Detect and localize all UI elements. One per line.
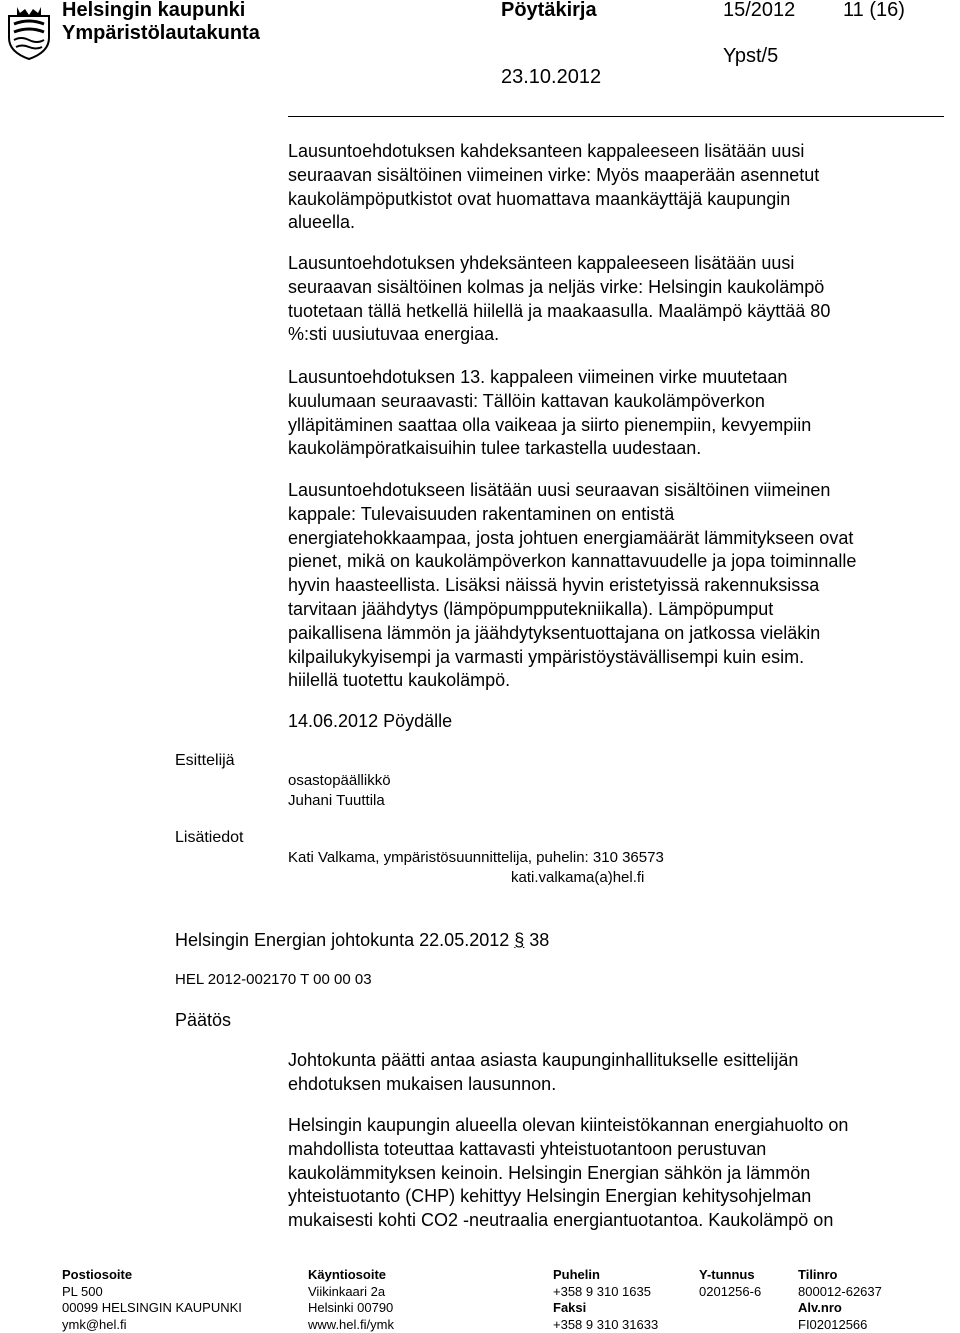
text-line: hiilellä tuotettu kaukolämpö. xyxy=(288,669,948,693)
presenter-title: osastopäällikkö xyxy=(288,772,391,789)
text-line: kaukolämpöratkaisuihin tulee tarkastella uudestaan. xyxy=(288,437,948,461)
paragraph-new-final xyxy=(288,479,948,693)
text-line: kilpailukykyisempi ja varmasti ympäristöystävällisempi kuin esim. xyxy=(288,646,948,670)
info-contact: Kati Valkama, ympäristösuunnittelija, puhelin: 310 36573 xyxy=(288,849,664,866)
text-line: Lausuntoehdotukseen lisätään uusi seuraavan sisältöinen viimeinen xyxy=(288,479,948,503)
board-section-number: 38 xyxy=(529,930,549,950)
decision-paragraph xyxy=(288,1049,948,1097)
text-line: yhteistuotanto (CHP) kehittyy Helsingin Energian kehitysohjelman xyxy=(288,1185,948,1209)
text-line: seuraavan sisältöinen viimeinen virke: Myös maaperään asennetut xyxy=(288,164,948,188)
section-code: Ypst/5 xyxy=(723,45,778,67)
footer-vat-label: Alv.nro xyxy=(798,1300,882,1317)
footer-visit-city: Helsinki 00790 xyxy=(308,1300,394,1317)
header-divider xyxy=(288,116,944,117)
org-name: Helsingin kaupunki xyxy=(62,0,245,21)
text-line: kappale: Tulevaisuuden rakentaminen on entistä xyxy=(288,503,948,527)
footer-phone-label: Puhelin xyxy=(553,1267,658,1284)
paragraph-amendment-13 xyxy=(288,366,948,461)
text-line: %:sti uusiutuvaa energiaa. xyxy=(288,323,948,347)
text-line: mukaisesti kohti CO2 -neutraalia energiantuotantoa. Kaukolämpö on xyxy=(288,1209,948,1233)
footer-phone: +358 9 310 1635 xyxy=(553,1284,658,1301)
footer-phone-fax xyxy=(553,1267,658,1333)
footer-account-label: Tilinro xyxy=(798,1267,882,1284)
paragraph-amendment-8 xyxy=(288,140,948,235)
footer-postal xyxy=(62,1267,242,1333)
footer-visit-street: Viikinkaari 2a xyxy=(308,1284,394,1301)
text-line: ehdotuksen mukaisen lausunnon. xyxy=(288,1073,948,1097)
footer-vat-value: FI02012566 xyxy=(798,1317,882,1333)
text-line: Helsingin kaupungin alueella olevan kiinteistökannan energiahuolto on xyxy=(288,1114,948,1138)
document-type: Pöytäkirja xyxy=(501,0,597,21)
text-line: kuulumaan seuraavasti: Tällöin kattavan kaukolämpöverkon xyxy=(288,390,948,414)
meeting-date: 23.10.2012 xyxy=(501,66,601,88)
text-line: Lausuntoehdotuksen 13. kappaleen viimeinen virke muutetaan xyxy=(288,366,948,390)
text-line: alueella. xyxy=(288,211,948,235)
text-line: tarvitaan jäähdytys (lämpöpumpputekniikalla). Lämpöpumput xyxy=(288,598,948,622)
page-number: 11 (16) xyxy=(843,0,905,21)
footer-website: www.hel.fi/ymk xyxy=(308,1317,394,1333)
presenter-label: Esittelijä xyxy=(175,752,235,770)
text-line: paikallisena lämmön ja jäähdytyksentuottajana on jatkossa vieläkin xyxy=(288,622,948,646)
text-line: Johtokunta päätti antaa asiasta kaupunginhallitukselle esittelijän xyxy=(288,1049,948,1073)
decision-label: Päätös xyxy=(175,1010,231,1031)
footer-ytunnus-value: 0201256-6 xyxy=(699,1284,761,1301)
minutes-number: 15/2012 xyxy=(723,0,795,21)
board-heading xyxy=(175,930,549,951)
text-line: kaukolämpöputkistot ovat huomattava maankäyttäjä kaupungin xyxy=(288,188,948,212)
footer-fax: +358 9 310 31633 xyxy=(553,1317,658,1333)
text-line: Lausuntoehdotuksen yhdeksänteen kappaleeseen lisätään uusi xyxy=(288,252,948,276)
text-line: seuraavan sisältöinen kolmas ja neljäs virke: Helsingin kaukolämpö xyxy=(288,276,948,300)
text-line: ylläpitäminen saattaa olla vaikeaa ja siirto pienempiin, kevyempiin xyxy=(288,414,948,438)
footer-postal-box: PL 500 xyxy=(62,1284,242,1301)
text-line: hyvin haasteellista. Lisäksi näissä hyvin eristetyissä rakennuksissa xyxy=(288,574,948,598)
footer-email: ymk@hel.fi xyxy=(62,1317,242,1333)
info-label: Lisätiedot xyxy=(175,829,244,847)
footer-postal-city: 00099 HELSINGIN KAUPUNKI xyxy=(62,1300,242,1317)
text-line: kaukolämmityksen keinoin. Helsingin Energian sähkön ja lämmön xyxy=(288,1162,948,1186)
footer-ytunnus-label: Y-tunnus xyxy=(699,1267,761,1284)
decision-statement xyxy=(288,1114,948,1233)
footer-account-value: 800012-62637 xyxy=(798,1284,882,1301)
text-line: Lausuntoehdotuksen kahdeksanteen kappaleeseen lisätään uusi xyxy=(288,140,948,164)
committee-name: Ympäristölautakunta xyxy=(62,22,260,44)
presenter-name: Juhani Tuuttila xyxy=(288,792,385,809)
section-sign: § xyxy=(514,930,524,950)
text-line: tuotetaan tällä hetkellä hiilellä ja maakaasulla. Maalämpö käyttää 80 xyxy=(288,300,948,324)
footer-ytunnus xyxy=(699,1267,761,1300)
helsinki-coat-of-arms-logo xyxy=(6,4,52,60)
footer-postal-label: Postiosoite xyxy=(62,1267,242,1284)
info-email: kati.valkama(a)hel.fi xyxy=(511,869,644,886)
footer-visit-label: Käyntiosoite xyxy=(308,1267,394,1284)
footer-fax-label: Faksi xyxy=(553,1300,658,1317)
text-line: mahdollista toteuttaa kattavasti yhteistuotantoon perustuvan xyxy=(288,1138,948,1162)
board-heading-text: Helsingin Energian johtokunta 22.05.2012 xyxy=(175,930,509,950)
text-line: energiatehokkaampaa, josta johtuen energiamäärät lämmitykseen ovat xyxy=(288,527,948,551)
text-line: pienet, mikä on kaukolämpöverkon kannattavuudelle ja jopa toiminnalle xyxy=(288,550,948,574)
footer-visit xyxy=(308,1267,394,1333)
paragraph-amendment-9 xyxy=(288,252,948,347)
case-id: HEL 2012-002170 T 00 00 03 xyxy=(175,971,372,988)
footer-account xyxy=(798,1267,882,1333)
tabled-note: 14.06.2012 Pöydälle xyxy=(288,711,452,732)
